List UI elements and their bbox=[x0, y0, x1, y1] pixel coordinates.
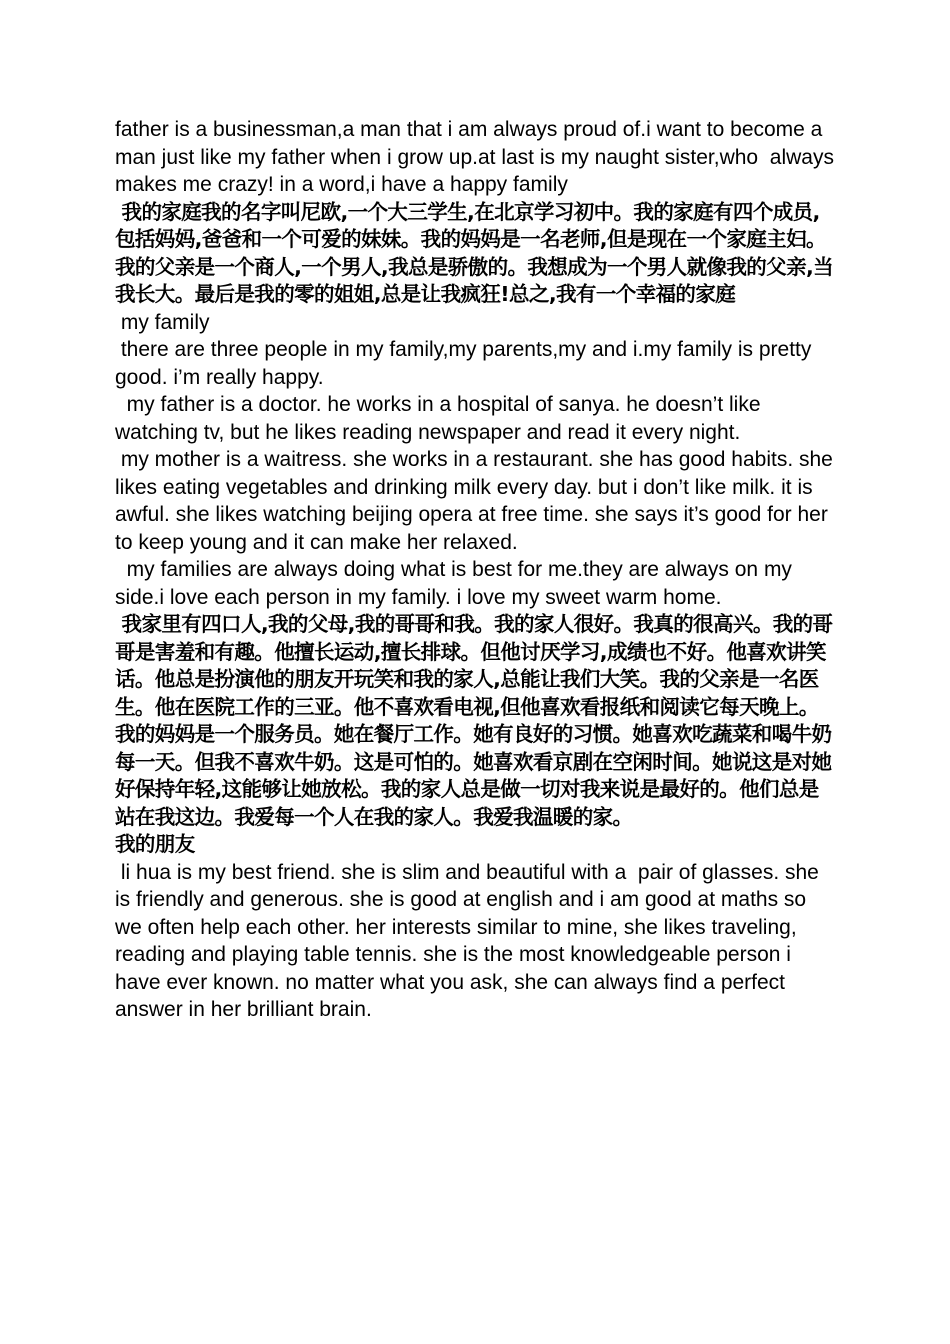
heading-my-family: my family bbox=[115, 310, 210, 334]
paragraph-father-businessman: father is a businessman,a man that i am always proud of.i want to become a man just like my father when i grow up.at last is my naught sister,who always makes me crazy! in a word,i have a happy family bbox=[115, 118, 840, 196]
paragraph-li-hua: li hua is my best friend. she is slim and beautiful with a pair of glasses. she is friendly and generous. she is good at english and i am good at maths so we often help each other. her interests similar to mine, she likes traveling, reading and playing table tennis. she is the most knowledgeable person i have ever known. no matter what you ask, she can always find a perfect answer in her brilliant brain. bbox=[115, 860, 825, 1021]
document-page bbox=[115, 116, 840, 1024]
paragraph-chinese-my-family-translation: 我的家庭我的名字叫尼欧,一个大三学生,在北京学习初中。我的家庭有四个成员,包括妈妈,爸爸和一个可爱的妹妹。我的妈妈是一名老师,但是现在一个家庭主妇。我的父亲是一个商人,一个男人,我总是骄傲的。我想成为一个男人就像我的父亲,当我长大。最后是我的零的姐姐,总是让我疯狂!总之,我有一个幸福的家庭 bbox=[115, 199, 834, 306]
paragraph-three-people: there are three people in my family,my parents,my and i.my family is pretty good. i’m really happy. bbox=[115, 338, 818, 389]
paragraph-chinese-four-people: 我家里有四口人,我的父母,我的哥哥和我。我的家人很好。我真的很高兴。我的哥哥是害羞和有趣。他擅长运动,擅长排球。但他讨厌学习,成绩也不好。他喜欢讲笑话。他总是扮演他的朋友开玩笑和我的家人,总能让我们大笑。我的父亲是一名医生。他在医院工作的三亚。他不喜欢看电视,但他喜欢看报纸和阅读它每天晚上。我的妈妈是一个服务员。她在餐厅工作。她有良好的习惯。她喜欢吃蔬菜和喝牛奶每一天。但我不喜欢牛奶。这是可怕的。她喜欢看京剧在空闲时间。她说这是对她好保持年轻,这能够让她放松。我的家人总是做一切对我来说是最好的。他们总是站在我这边。我爱每一个人在我的家人。我爱我温暖的家。 bbox=[115, 612, 833, 829]
paragraph-families-best: my families are always doing what is best for me.they are always on my side.i love each person in my family. i love my sweet warm home. bbox=[115, 558, 798, 609]
paragraph-father-doctor: my father is a doctor. he works in a hospital of sanya. he doesn’t like watching tv, but he likes reading newspaper and read it every night. bbox=[115, 393, 767, 444]
paragraph-mother-waitress: my mother is a waitress. she works in a restaurant. she has good habits. she likes eating vegetables and drinking milk every day. but i don’t like milk. it is awful. she likes watching beijing opera at free time. she says it’s good for her to keep young and it can make her relaxed. bbox=[115, 448, 839, 554]
heading-my-friend-chinese: 我的朋友 bbox=[115, 832, 195, 856]
